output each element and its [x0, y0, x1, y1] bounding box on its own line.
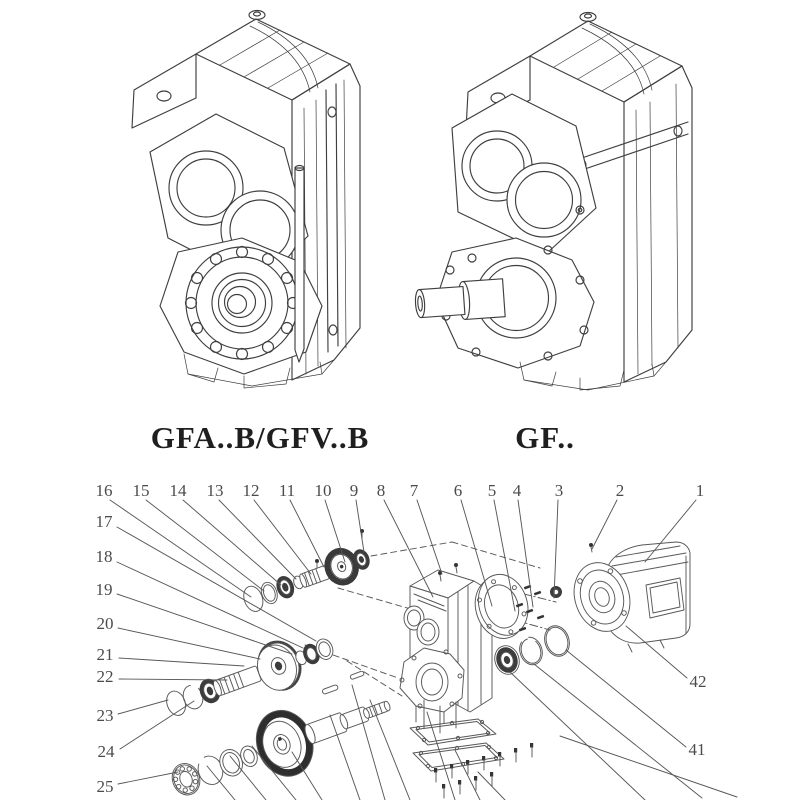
callout-number-22: 22 — [96, 666, 114, 686]
callout-number-17: 17 — [95, 511, 113, 531]
second-stage-gear — [251, 636, 307, 695]
callout-number-14: 14 — [169, 480, 187, 500]
callout-number-5: 5 — [487, 480, 497, 500]
callout-number-20: 20 — [96, 613, 114, 633]
callout-number-1: 1 — [695, 480, 705, 500]
callout-number-13: 13 — [206, 480, 224, 500]
callout-leader-16 — [110, 500, 251, 597]
callout-leader-11 — [290, 500, 324, 567]
callout-labels — [96, 481, 707, 796]
callout-number-4: 4 — [512, 480, 522, 500]
callout-leader-2 — [592, 500, 617, 549]
housing-screw — [454, 563, 458, 567]
left-gearbox-figure — [132, 11, 360, 389]
output-helical-gear — [247, 702, 322, 784]
callout-number-9: 9 — [349, 480, 359, 500]
callout-leader-25 — [118, 772, 178, 784]
callout-number-12: 12 — [242, 480, 260, 500]
callout-number-6: 6 — [453, 480, 463, 500]
output-group — [162, 674, 401, 800]
left-model-label: GFA..B/GFV..B — [150, 420, 370, 455]
callout-leader-18 — [117, 562, 303, 648]
callout-number-23: 23 — [96, 705, 114, 725]
tie-rod — [295, 168, 304, 362]
callout-leader-12 — [254, 500, 311, 574]
callout-number-25: 25 — [96, 776, 114, 796]
callout-leader-20 — [118, 628, 260, 659]
callout-number-21: 21 — [96, 644, 114, 664]
callout-leader-8 — [384, 500, 433, 597]
callout-number-18: 18 — [95, 546, 113, 566]
callout-number-41: 41 — [688, 739, 706, 759]
callout-number-19: 19 — [95, 579, 113, 599]
shaft-key — [350, 671, 365, 680]
callout-leader-9 — [356, 500, 364, 552]
callout-leader-19 — [117, 594, 292, 654]
right-gearbox-figure — [414, 13, 692, 391]
callout-leader-24 — [120, 701, 194, 749]
callout-leader-7 — [417, 500, 442, 574]
callout-number-8: 8 — [376, 480, 386, 500]
callout-leader-21 — [119, 658, 244, 666]
callout-number-3: 3 — [554, 480, 564, 500]
callout-number-7: 7 — [409, 480, 419, 500]
callout-leader-41 — [566, 650, 686, 747]
input-pinion-group — [239, 542, 374, 617]
set-screw — [315, 559, 319, 563]
exploded-parts-diagram — [96, 481, 738, 800]
callout-number-42: 42 — [689, 671, 707, 691]
callout-leader-23 — [118, 700, 168, 714]
output-solid-shaft — [303, 696, 393, 745]
callout-number-24: 24 — [97, 741, 115, 761]
shaft-bushing — [551, 587, 562, 598]
callout-number-15: 15 — [132, 480, 150, 500]
callout-leader-3 — [554, 500, 558, 598]
motor-assembly — [566, 542, 690, 652]
retaining-ring — [541, 623, 573, 660]
right-model-label: GF.. — [515, 420, 575, 455]
shaft-key — [322, 684, 339, 694]
motor-screw — [589, 543, 593, 547]
callout-number-11: 11 — [278, 480, 296, 500]
callout-number-10: 10 — [314, 480, 332, 500]
lug-hole — [157, 91, 171, 101]
callout-number-2: 2 — [615, 480, 625, 500]
callout-number-16: 16 — [95, 480, 113, 500]
bottom-gasket — [410, 719, 496, 745]
